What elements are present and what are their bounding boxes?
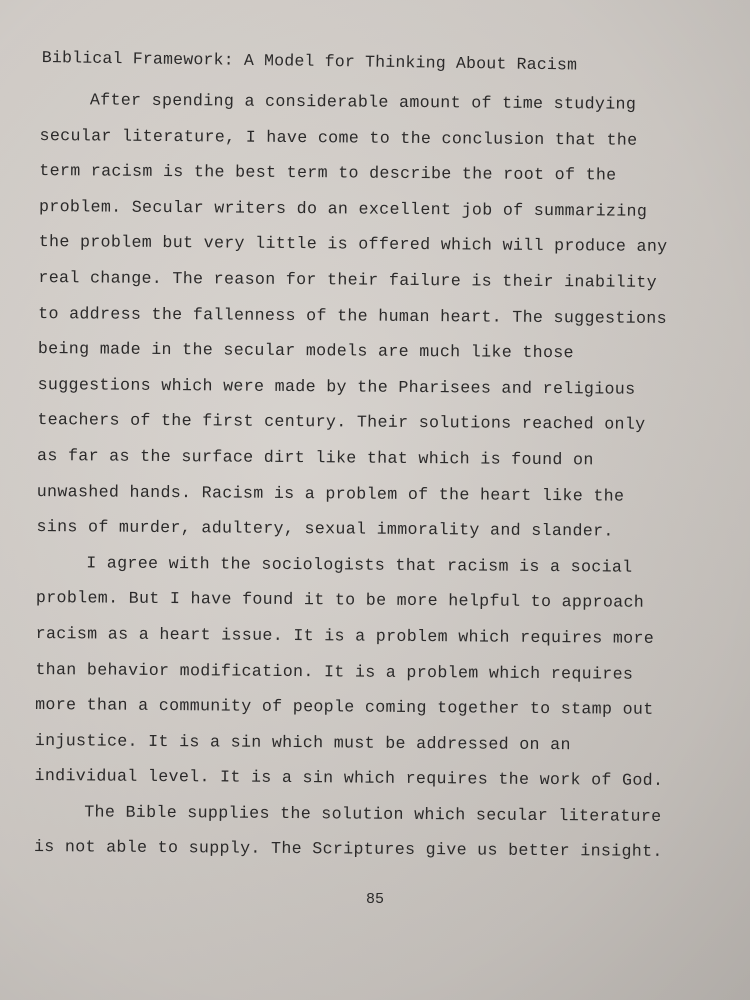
text-line: than behavior modification. It is a problem which requires bbox=[35, 659, 634, 684]
text-line: to address the fallenness of the human heart. The suggestions bbox=[38, 303, 668, 328]
text-line: After spending a considerable amount of time studying bbox=[89, 90, 637, 114]
text-line: problem. Secular writers do an excellent job of summarizing bbox=[38, 196, 648, 221]
text-line: teachers of the first century. Their solutions reached only bbox=[37, 410, 646, 435]
text-line: being made in the secular models are much like those bbox=[37, 339, 574, 363]
text-line: problem. But I have found it to be more helpful to approach bbox=[35, 588, 645, 613]
text-line: real change. The reason for their failure is their inability bbox=[38, 267, 658, 292]
text-line: secular literature, I have come to the conclusion that the bbox=[39, 125, 638, 150]
body-text bbox=[34, 82, 720, 870]
text-line: as far as the surface dirt like that which is found on bbox=[36, 445, 594, 470]
text-line: The Bible supplies the solution which secular literature bbox=[84, 802, 662, 826]
text-line: individual level. It is a sin which requires the work of God. bbox=[34, 766, 664, 791]
text-line: racism as a heart issue. It is a problem which requires more bbox=[35, 623, 655, 648]
text-line: injustice. It is a sin which must be addressed on an bbox=[34, 730, 571, 754]
text-line: more than a community of people coming together to stamp out bbox=[35, 695, 654, 719]
text-line: suggestions which were made by the Pharisees and religious bbox=[37, 374, 636, 399]
text-line: the problem but very little is offered which will produce any bbox=[38, 232, 668, 257]
text-line: unwashed hands. Racism is a problem of the heart like the bbox=[36, 481, 625, 506]
text-line: I agree with the sociologists that racism is a social bbox=[86, 553, 633, 577]
text-line: term racism is the best term to describe the root of the bbox=[39, 161, 617, 185]
section-heading: Biblical Framework: A Model for Thinking About Racism bbox=[41, 48, 578, 75]
page-number: 85 bbox=[366, 891, 385, 908]
text-line: sins of murder, adultery, sexual immorality and slander. bbox=[36, 517, 614, 541]
text-line: is not able to supply. The Scriptures give us better insight. bbox=[33, 837, 663, 862]
